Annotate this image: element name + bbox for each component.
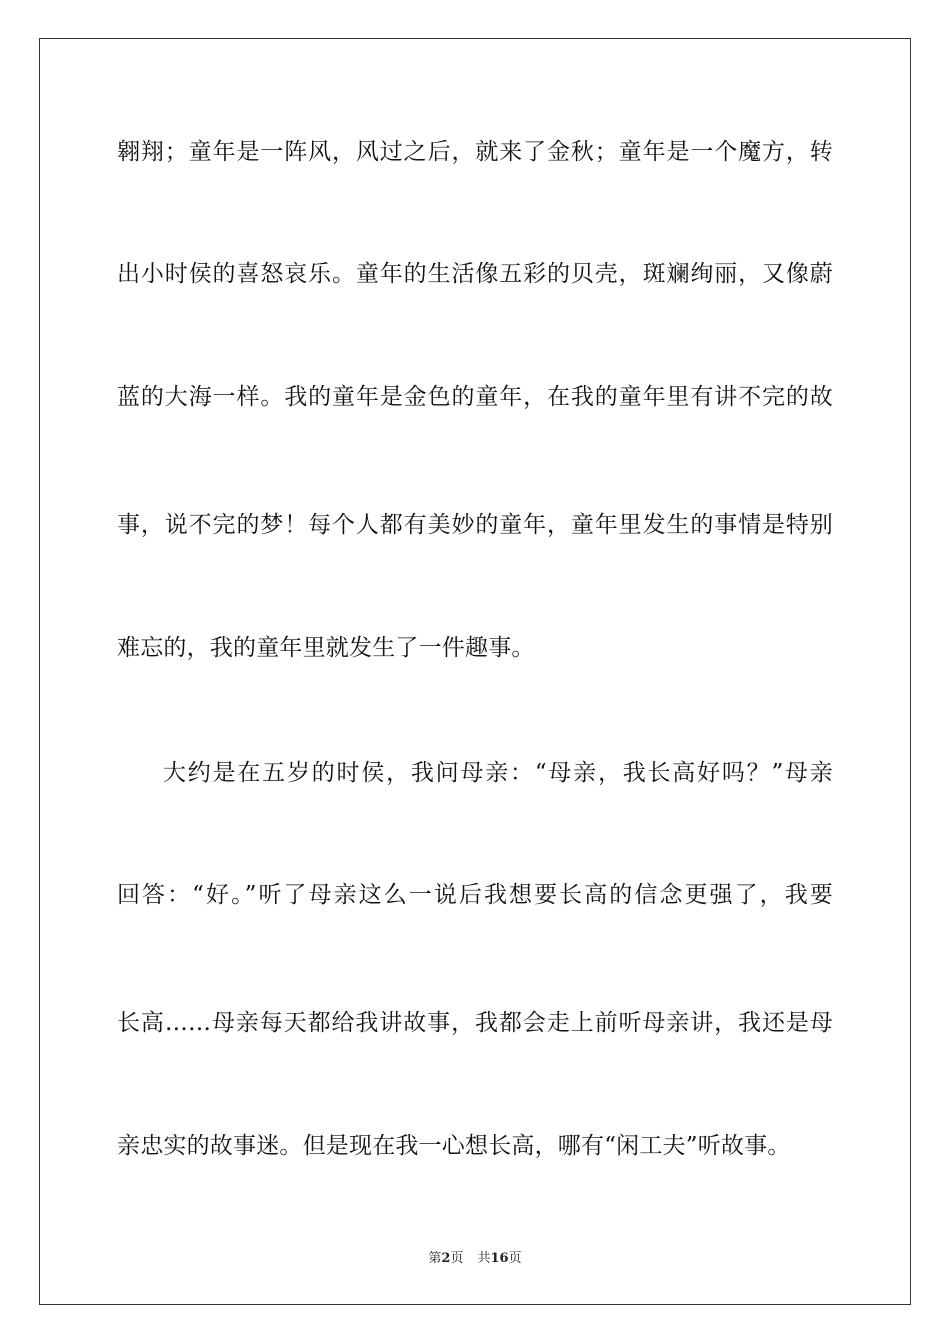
page-suffix: 页 (450, 1251, 464, 1266)
paragraph-line-8: 长高……母亲每天都给我讲故事，我都会走上前听母亲讲，我还是母 (117, 1010, 833, 1036)
paragraph-line-1: 翱翔；童年是一阵风，风过之后，就来了金秋；童年是一个魔方，转 (117, 139, 833, 165)
page-number: 2 (441, 1251, 451, 1266)
paragraph-line-5: 难忘的，我的童年里就发生了一件趣事。 (117, 635, 535, 661)
paragraph-line-7: 回答：“好。”听了母亲这么一说后我想要长高的信念更强了，我要 (117, 882, 833, 908)
total-suffix: 页 (508, 1251, 522, 1266)
paragraph-line-2: 出小时侯的喜怒哀乐。童年的生活像五彩的贝壳，斑斓绚丽，又像蔚 (117, 261, 833, 287)
page-footer (0, 1247, 950, 1266)
paragraph-line-9: 亲忠实的故事迷。但是现在我一心想长高，哪有“闲工夫”听故事。 (117, 1133, 791, 1159)
page-prefix: 第 (428, 1251, 442, 1266)
page-border (39, 38, 911, 1305)
paragraph-line-3: 蓝的大海一样。我的童年是金色的童年，在我的童年里有讲不完的故 (117, 384, 833, 410)
paragraph-line-6: 大约是在五岁的时侯，我问母亲：“母亲，我长高好吗？”母亲 (163, 760, 833, 786)
total-prefix: 共 (477, 1251, 491, 1266)
total-pages: 16 (490, 1251, 509, 1266)
paragraph-line-4: 事，说不完的梦！每个人都有美妙的童年，童年里发生的事情是特别 (117, 512, 833, 538)
